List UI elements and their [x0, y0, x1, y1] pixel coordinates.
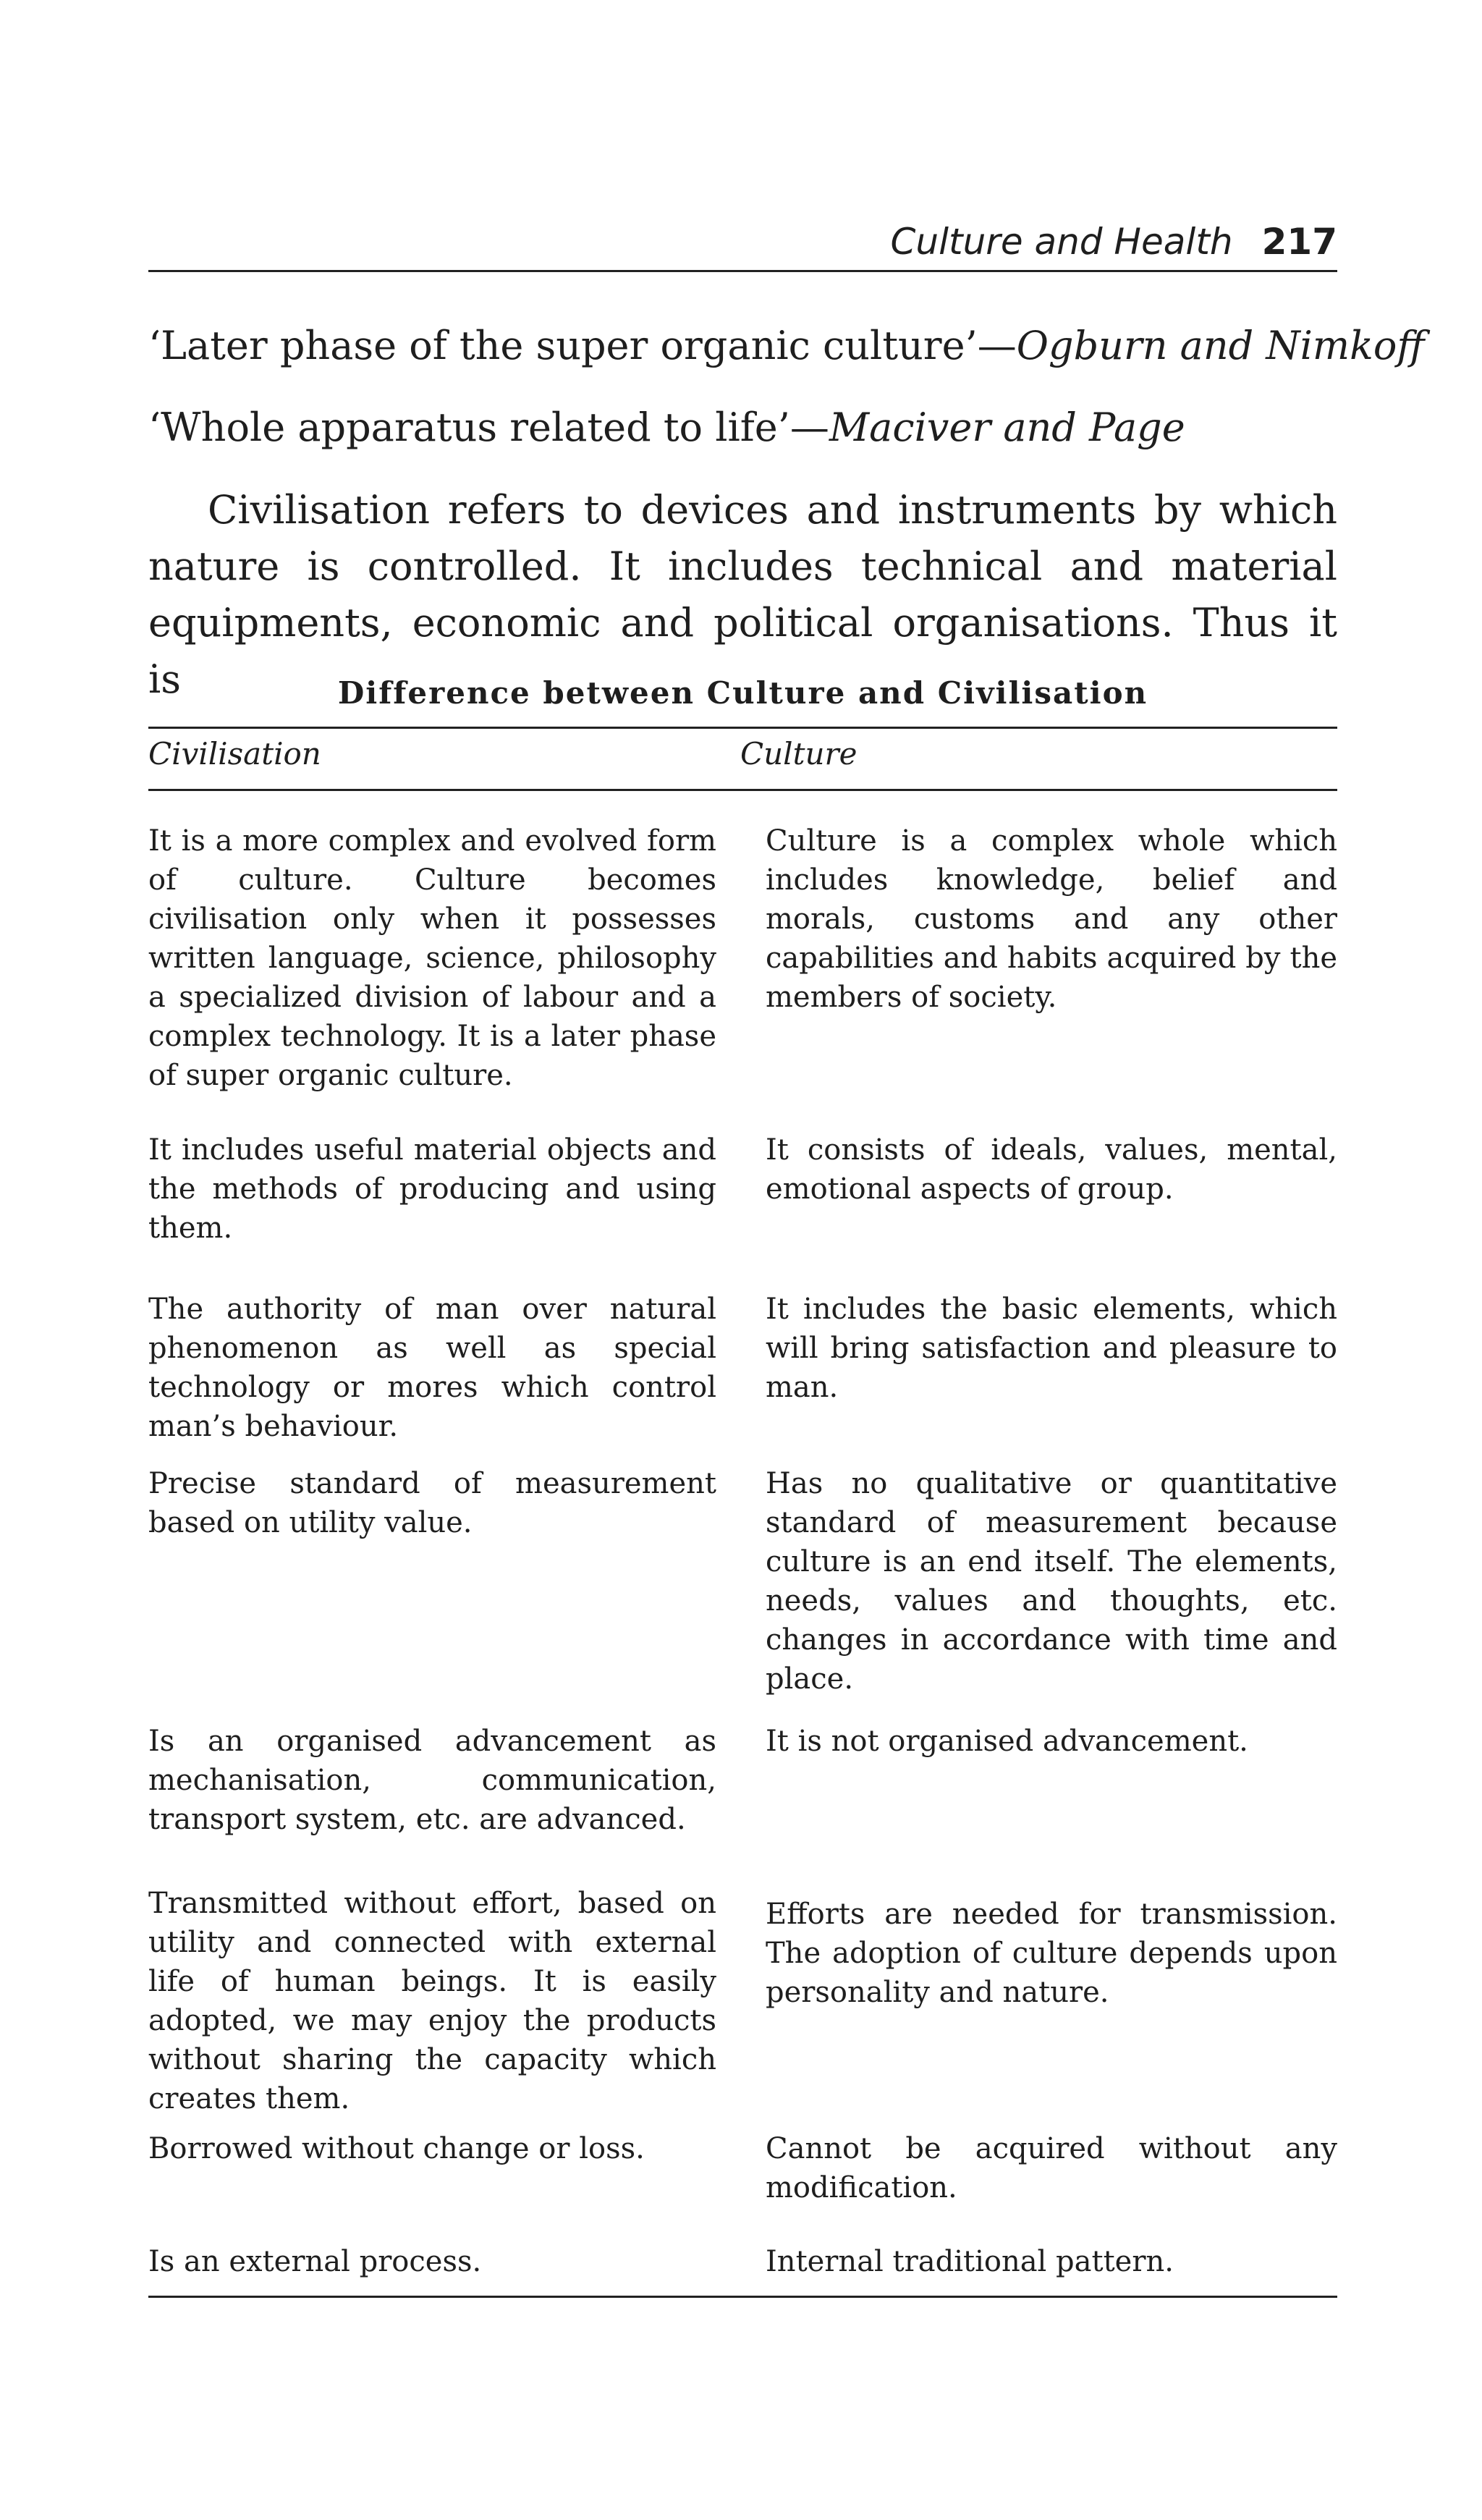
table-cell-civilisation: Precise standard of measurement based on utility value.: [148, 1467, 716, 1539]
table-cell-civilisation: It is a more complex and evolved form of culture. Culture becomes civilisation only when it possesses written language, science, philosophy a specialized division of labour and a complex technology. It is a later phase of super organic culture.: [148, 824, 716, 1092]
table-cell-culture: It includes the basic elements, which will bring satisfaction and pleasure to man.: [766, 1293, 1337, 1404]
table-cell-civilisation: Borrowed without change or loss.: [148, 2132, 645, 2165]
table-top-rule: [148, 727, 1337, 729]
table-cell-civilisation: Is an organised advancement as mechanisation, communication, transport system, etc. are advanced.: [148, 1725, 716, 1836]
table-cell-culture: Efforts are needed for transmission. The adoption of culture depends upon personality and nature.: [766, 1898, 1337, 2009]
table-title: Difference between Culture and Civilisation: [337, 675, 1148, 711]
table-bottom-rule: [148, 2296, 1337, 2298]
table-cell-culture: It consists of ideals, values, mental, emotional aspects of group.: [766, 1133, 1337, 1206]
page-number: 217: [1261, 221, 1337, 263]
table-cell-culture: Has no qualitative or quantitative standard of measurement because culture is an end itself. The elements, needs, values and thoughts, etc. changes in accordance with time and place.: [766, 1467, 1337, 1696]
table-cell-culture: Culture is a complex whole which includes knowledge, belief and morals, customs and any other capabilities and habits acquired by the members of society.: [766, 824, 1337, 1014]
table-cell-culture: Internal traditional pattern.: [766, 2245, 1174, 2278]
quote-author: Ogburn and Nimkoff: [1016, 323, 1425, 368]
quote-maciver: [148, 400, 1337, 455]
table-cell-culture: It is not organised advancement.: [766, 1725, 1248, 1758]
quote-text: ‘Whole apparatus related to life’—: [148, 405, 829, 450]
table-cell-civilisation: It includes useful material objects and the methods of producing and using them.: [148, 1133, 716, 1245]
quote-author: Maciver and Page: [829, 405, 1185, 450]
quote-text: ‘Later phase of the super organic culture’—: [148, 323, 1017, 368]
quote-ogburn: [148, 318, 1425, 373]
column-header-civilisation: Civilisation: [148, 736, 321, 771]
table-cell-civilisation: The authority of man over natural phenomenon as well as special technology or mores which control man’s behaviour.: [148, 1293, 716, 1443]
table-cell-civilisation: Is an external process.: [148, 2245, 482, 2278]
table-header-rule: [148, 789, 1337, 791]
page-header: [148, 216, 1337, 268]
column-header-culture: Culture: [740, 736, 858, 771]
running-title: Culture and Health: [890, 221, 1233, 263]
civilisation-paragraph: Civilisation refers to devices and instruments by which nature is controlled. It includes technical and material equipments, economic and political organisations. Thus it is: [148, 487, 1337, 702]
table-cell-culture: Cannot be acquired without any modification.: [766, 2132, 1337, 2204]
table-cell-civilisation: Transmitted without effort, based on utility and connected with external life of human beings. It is easily adopted, we may enjoy the products without sharing the capacity which creates them.: [148, 1887, 716, 2115]
header-rule: [148, 270, 1337, 272]
